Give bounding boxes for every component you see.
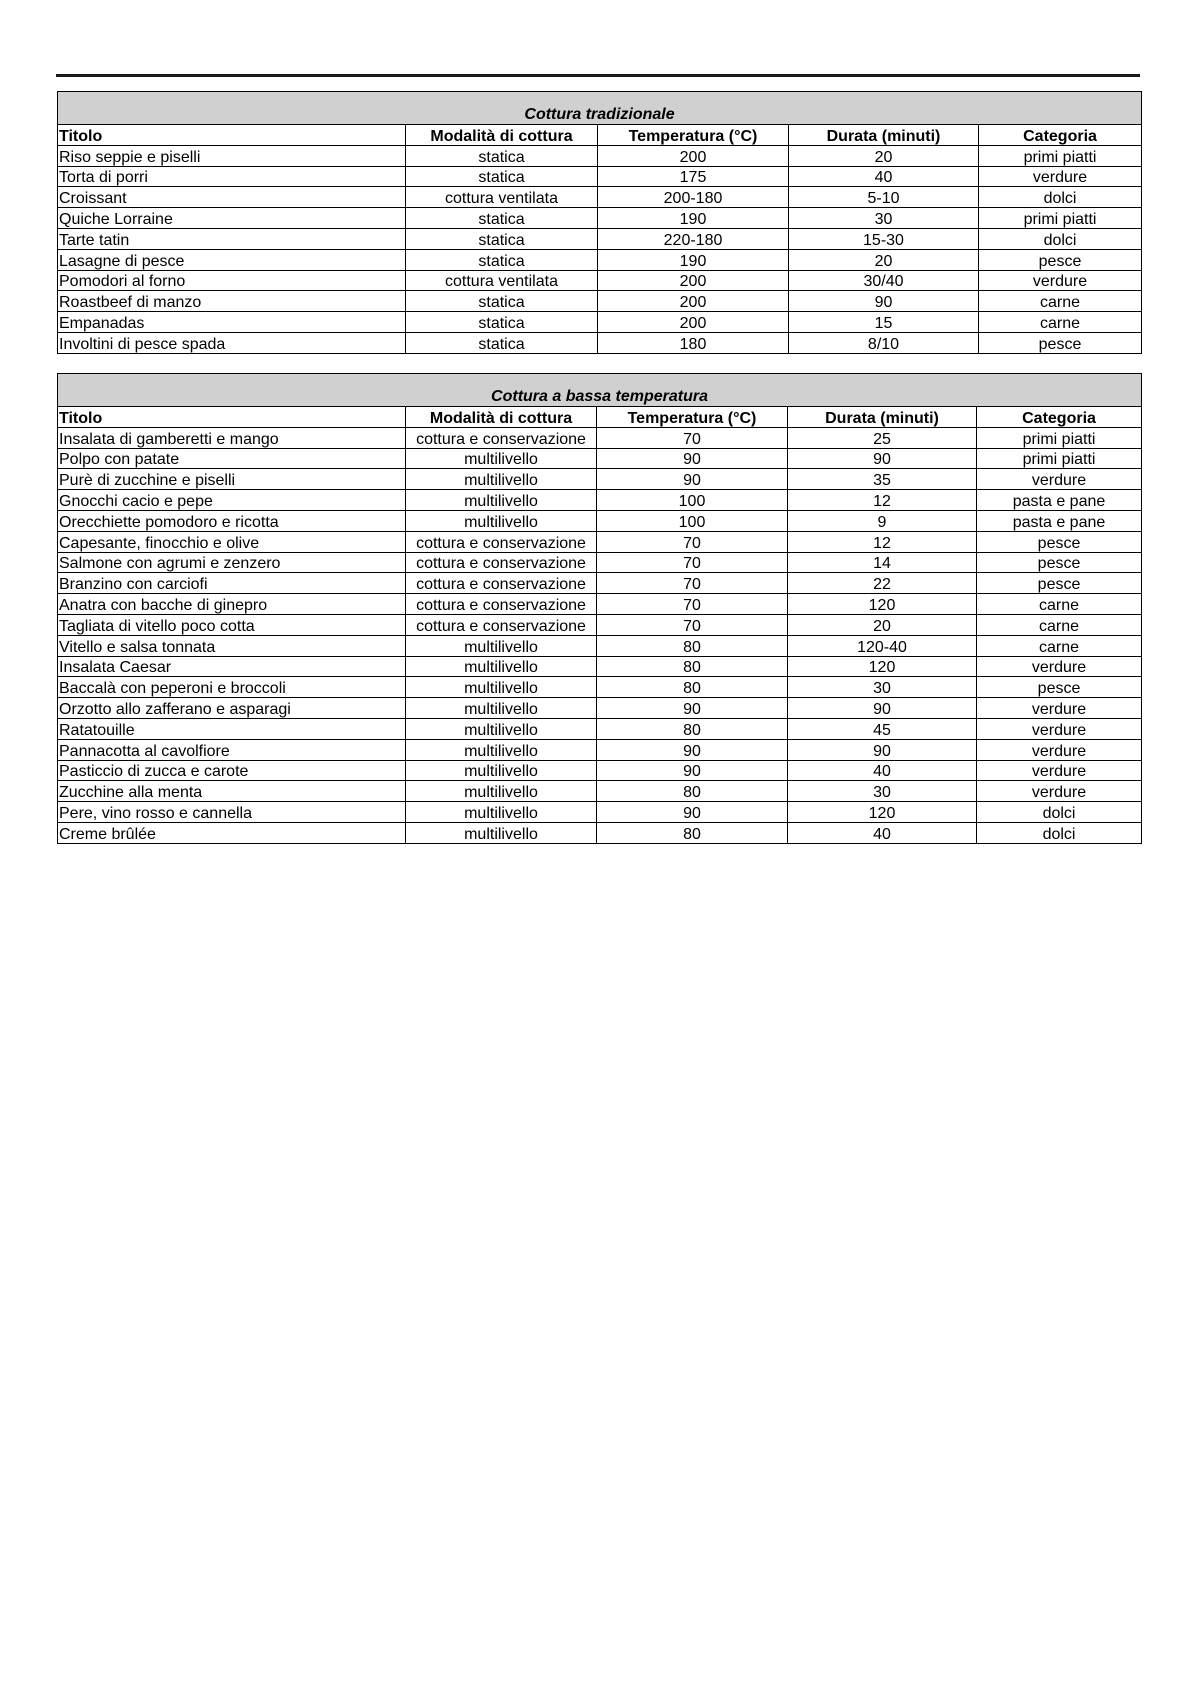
cell-category: dolci bbox=[979, 187, 1142, 208]
cell-title: Insalata Caesar bbox=[58, 656, 406, 677]
cell-mode: cottura e conservazione bbox=[406, 614, 597, 635]
cell-mode: multilivello bbox=[406, 822, 597, 843]
column-header-row bbox=[58, 125, 1142, 146]
cell-category: dolci bbox=[977, 802, 1142, 823]
table-row bbox=[58, 739, 1142, 760]
cell-mode: cottura ventilata bbox=[406, 187, 598, 208]
table-caption: Cottura a bassa temperatura bbox=[58, 374, 1142, 407]
cell-temperature: 80 bbox=[597, 677, 788, 698]
cell-temperature: 190 bbox=[598, 208, 789, 229]
cell-temperature: 70 bbox=[597, 573, 788, 594]
table-row bbox=[58, 656, 1142, 677]
cell-temperature: 90 bbox=[597, 802, 788, 823]
cell-duration: 15-30 bbox=[789, 228, 979, 249]
cell-temperature: 100 bbox=[597, 490, 788, 511]
cell-mode: multilivello bbox=[406, 510, 597, 531]
cell-title: Roastbeef di manzo bbox=[58, 291, 406, 312]
table-caption-row bbox=[58, 374, 1142, 407]
table-row bbox=[58, 469, 1142, 490]
cell-temperature: 175 bbox=[598, 166, 789, 187]
table-row bbox=[58, 228, 1142, 249]
cell-duration: 120 bbox=[788, 594, 977, 615]
cell-duration: 5-10 bbox=[789, 187, 979, 208]
cell-temperature: 80 bbox=[597, 781, 788, 802]
cell-temperature: 200 bbox=[598, 291, 789, 312]
cell-duration: 40 bbox=[788, 822, 977, 843]
cell-temperature: 220-180 bbox=[598, 228, 789, 249]
column-header-title: Titolo bbox=[58, 407, 406, 428]
cell-mode: multilivello bbox=[406, 656, 597, 677]
cell-title: Croissant bbox=[58, 187, 406, 208]
cell-title: Orecchiette pomodoro e ricotta bbox=[58, 510, 406, 531]
cell-category: carne bbox=[977, 614, 1142, 635]
cell-title: Tagliata di vitello poco cotta bbox=[58, 614, 406, 635]
cell-category: verdure bbox=[979, 270, 1142, 291]
cell-category: carne bbox=[979, 312, 1142, 333]
column-header-category: Categoria bbox=[979, 125, 1142, 146]
table-row bbox=[58, 166, 1142, 187]
table-row bbox=[58, 208, 1142, 229]
cell-title: Pomodori al forno bbox=[58, 270, 406, 291]
table-row bbox=[58, 448, 1142, 469]
cell-temperature: 80 bbox=[597, 718, 788, 739]
cell-category: pesce bbox=[977, 677, 1142, 698]
column-header-mode: Modalità di cottura bbox=[406, 125, 598, 146]
table-row bbox=[58, 531, 1142, 552]
cell-mode: multilivello bbox=[406, 698, 597, 719]
cell-mode: multilivello bbox=[406, 677, 597, 698]
cell-mode: cottura e conservazione bbox=[406, 552, 597, 573]
table-caption: Cottura tradizionale bbox=[58, 92, 1142, 125]
cell-mode: multilivello bbox=[406, 739, 597, 760]
cell-duration: 90 bbox=[788, 448, 977, 469]
column-header-title: Titolo bbox=[58, 125, 406, 146]
table-row bbox=[58, 552, 1142, 573]
cell-category: primi piatti bbox=[979, 208, 1142, 229]
cell-mode: statica bbox=[406, 166, 598, 187]
cell-title: Vitello e salsa tonnata bbox=[58, 635, 406, 656]
cell-mode: multilivello bbox=[406, 802, 597, 823]
cell-temperature: 90 bbox=[597, 698, 788, 719]
cell-title: Tarte tatin bbox=[58, 228, 406, 249]
cell-duration: 12 bbox=[788, 531, 977, 552]
column-header-duration: Durata (minuti) bbox=[788, 407, 977, 428]
table-row bbox=[58, 760, 1142, 781]
cell-category: dolci bbox=[977, 822, 1142, 843]
cell-category: pesce bbox=[977, 552, 1142, 573]
cell-duration: 12 bbox=[788, 490, 977, 511]
cell-category: primi piatti bbox=[977, 448, 1142, 469]
table-row bbox=[58, 145, 1142, 166]
cell-temperature: 70 bbox=[597, 427, 788, 448]
cell-category: verdure bbox=[977, 718, 1142, 739]
cell-temperature: 70 bbox=[597, 594, 788, 615]
cell-category: carne bbox=[977, 635, 1142, 656]
cell-mode: statica bbox=[406, 145, 598, 166]
cell-category: verdure bbox=[977, 781, 1142, 802]
table-row bbox=[58, 427, 1142, 448]
table-row bbox=[58, 802, 1142, 823]
cell-temperature: 190 bbox=[598, 249, 789, 270]
cell-mode: multilivello bbox=[406, 760, 597, 781]
cell-duration: 35 bbox=[788, 469, 977, 490]
table-row bbox=[58, 510, 1142, 531]
table-row bbox=[58, 677, 1142, 698]
cell-duration: 40 bbox=[788, 760, 977, 781]
column-header-temperature: Temperatura (°C) bbox=[598, 125, 789, 146]
cell-mode: statica bbox=[406, 228, 598, 249]
table-row bbox=[58, 781, 1142, 802]
cell-mode: cottura e conservazione bbox=[406, 531, 597, 552]
table-row bbox=[58, 249, 1142, 270]
cell-category: dolci bbox=[979, 228, 1142, 249]
cell-duration: 90 bbox=[788, 739, 977, 760]
cell-title: Gnocchi cacio e pepe bbox=[58, 490, 406, 511]
cell-category: pesce bbox=[979, 332, 1142, 353]
cell-category: carne bbox=[979, 291, 1142, 312]
cell-mode: cottura e conservazione bbox=[406, 573, 597, 594]
cell-title: Empanadas bbox=[58, 312, 406, 333]
cell-duration: 40 bbox=[789, 166, 979, 187]
cell-category: verdure bbox=[977, 739, 1142, 760]
cell-title: Ratatouille bbox=[58, 718, 406, 739]
cell-title: Insalata di gamberetti e mango bbox=[58, 427, 406, 448]
cell-mode: statica bbox=[406, 208, 598, 229]
cell-mode: multilivello bbox=[406, 469, 597, 490]
column-header-row bbox=[58, 407, 1142, 428]
cell-duration: 14 bbox=[788, 552, 977, 573]
cell-mode: statica bbox=[406, 312, 598, 333]
cell-temperature: 100 bbox=[597, 510, 788, 531]
cell-mode: multilivello bbox=[406, 448, 597, 469]
cell-title: Baccalà con peperoni e broccoli bbox=[58, 677, 406, 698]
low-temperature-cooking-table bbox=[57, 373, 1142, 844]
cell-temperature: 80 bbox=[597, 822, 788, 843]
cell-title: Polpo con patate bbox=[58, 448, 406, 469]
cell-temperature: 200 bbox=[598, 145, 789, 166]
cell-mode: statica bbox=[406, 332, 598, 353]
cell-duration: 20 bbox=[789, 145, 979, 166]
cell-temperature: 90 bbox=[597, 469, 788, 490]
cell-category: pasta e pane bbox=[977, 510, 1142, 531]
cell-temperature: 200 bbox=[598, 270, 789, 291]
cell-temperature: 70 bbox=[597, 531, 788, 552]
cell-title: Salmone con agrumi e zenzero bbox=[58, 552, 406, 573]
table-row bbox=[58, 573, 1142, 594]
cell-duration: 120-40 bbox=[788, 635, 977, 656]
cell-category: carne bbox=[977, 594, 1142, 615]
cell-duration: 20 bbox=[789, 249, 979, 270]
cell-title: Involtini di pesce spada bbox=[58, 332, 406, 353]
cell-temperature: 80 bbox=[597, 635, 788, 656]
cell-category: pasta e pane bbox=[977, 490, 1142, 511]
cell-title: Anatra con bacche di ginepro bbox=[58, 594, 406, 615]
cell-duration: 90 bbox=[789, 291, 979, 312]
cell-title: Zucchine alla menta bbox=[58, 781, 406, 802]
cell-temperature: 90 bbox=[597, 739, 788, 760]
table-row bbox=[58, 312, 1142, 333]
cell-duration: 30 bbox=[789, 208, 979, 229]
traditional-cooking-table bbox=[57, 91, 1142, 354]
cell-duration: 120 bbox=[788, 802, 977, 823]
cell-duration: 30/40 bbox=[789, 270, 979, 291]
cell-category: primi piatti bbox=[977, 427, 1142, 448]
cell-temperature: 200-180 bbox=[598, 187, 789, 208]
cell-duration: 30 bbox=[788, 781, 977, 802]
cell-temperature: 80 bbox=[597, 656, 788, 677]
cell-category: verdure bbox=[977, 469, 1142, 490]
table-row bbox=[58, 718, 1142, 739]
cell-title: Torta di porri bbox=[58, 166, 406, 187]
cell-category: pesce bbox=[979, 249, 1142, 270]
cell-category: verdure bbox=[977, 698, 1142, 719]
cell-duration: 9 bbox=[788, 510, 977, 531]
cell-duration: 20 bbox=[788, 614, 977, 635]
table-row bbox=[58, 490, 1142, 511]
cell-mode: cottura e conservazione bbox=[406, 427, 597, 448]
cell-temperature: 180 bbox=[598, 332, 789, 353]
table-caption-row bbox=[58, 92, 1142, 125]
table-row bbox=[58, 332, 1142, 353]
column-header-duration: Durata (minuti) bbox=[789, 125, 979, 146]
cell-category: pesce bbox=[977, 531, 1142, 552]
column-header-category: Categoria bbox=[977, 407, 1142, 428]
table-row bbox=[58, 187, 1142, 208]
cell-category: verdure bbox=[979, 166, 1142, 187]
table-row bbox=[58, 594, 1142, 615]
cell-mode: multilivello bbox=[406, 490, 597, 511]
cell-mode: statica bbox=[406, 291, 598, 312]
cell-mode: multilivello bbox=[406, 781, 597, 802]
cell-temperature: 200 bbox=[598, 312, 789, 333]
cell-duration: 90 bbox=[788, 698, 977, 719]
top-rule bbox=[56, 74, 1140, 77]
cell-title: Quiche Lorraine bbox=[58, 208, 406, 229]
cell-temperature: 70 bbox=[597, 614, 788, 635]
table-row bbox=[58, 635, 1142, 656]
cell-duration: 8/10 bbox=[789, 332, 979, 353]
column-header-mode: Modalità di cottura bbox=[406, 407, 597, 428]
cell-duration: 120 bbox=[788, 656, 977, 677]
column-header-temperature: Temperatura (°C) bbox=[597, 407, 788, 428]
cell-title: Purè di zucchine e piselli bbox=[58, 469, 406, 490]
cell-title: Pere, vino rosso e cannella bbox=[58, 802, 406, 823]
cell-temperature: 70 bbox=[597, 552, 788, 573]
cell-title: Lasagne di pesce bbox=[58, 249, 406, 270]
cell-mode: multilivello bbox=[406, 635, 597, 656]
cell-duration: 22 bbox=[788, 573, 977, 594]
cell-title: Pasticcio di zucca e carote bbox=[58, 760, 406, 781]
cell-title: Riso seppie e piselli bbox=[58, 145, 406, 166]
cell-title: Capesante, finocchio e olive bbox=[58, 531, 406, 552]
cell-category: primi piatti bbox=[979, 145, 1142, 166]
table-row bbox=[58, 614, 1142, 635]
cell-mode: statica bbox=[406, 249, 598, 270]
cell-duration: 30 bbox=[788, 677, 977, 698]
table-row bbox=[58, 270, 1142, 291]
cell-duration: 45 bbox=[788, 718, 977, 739]
table-row bbox=[58, 698, 1142, 719]
table-row bbox=[58, 291, 1142, 312]
cell-temperature: 90 bbox=[597, 448, 788, 469]
cell-mode: cottura ventilata bbox=[406, 270, 598, 291]
table-row bbox=[58, 822, 1142, 843]
cell-duration: 15 bbox=[789, 312, 979, 333]
cell-mode: cottura e conservazione bbox=[406, 594, 597, 615]
cell-title: Creme brûlée bbox=[58, 822, 406, 843]
cell-duration: 25 bbox=[788, 427, 977, 448]
cell-title: Orzotto allo zafferano e asparagi bbox=[58, 698, 406, 719]
cell-title: Branzino con carciofi bbox=[58, 573, 406, 594]
cell-category: verdure bbox=[977, 760, 1142, 781]
cell-category: pesce bbox=[977, 573, 1142, 594]
cell-temperature: 90 bbox=[597, 760, 788, 781]
cell-title: Pannacotta al cavolfiore bbox=[58, 739, 406, 760]
cell-category: verdure bbox=[977, 656, 1142, 677]
cell-mode: multilivello bbox=[406, 718, 597, 739]
